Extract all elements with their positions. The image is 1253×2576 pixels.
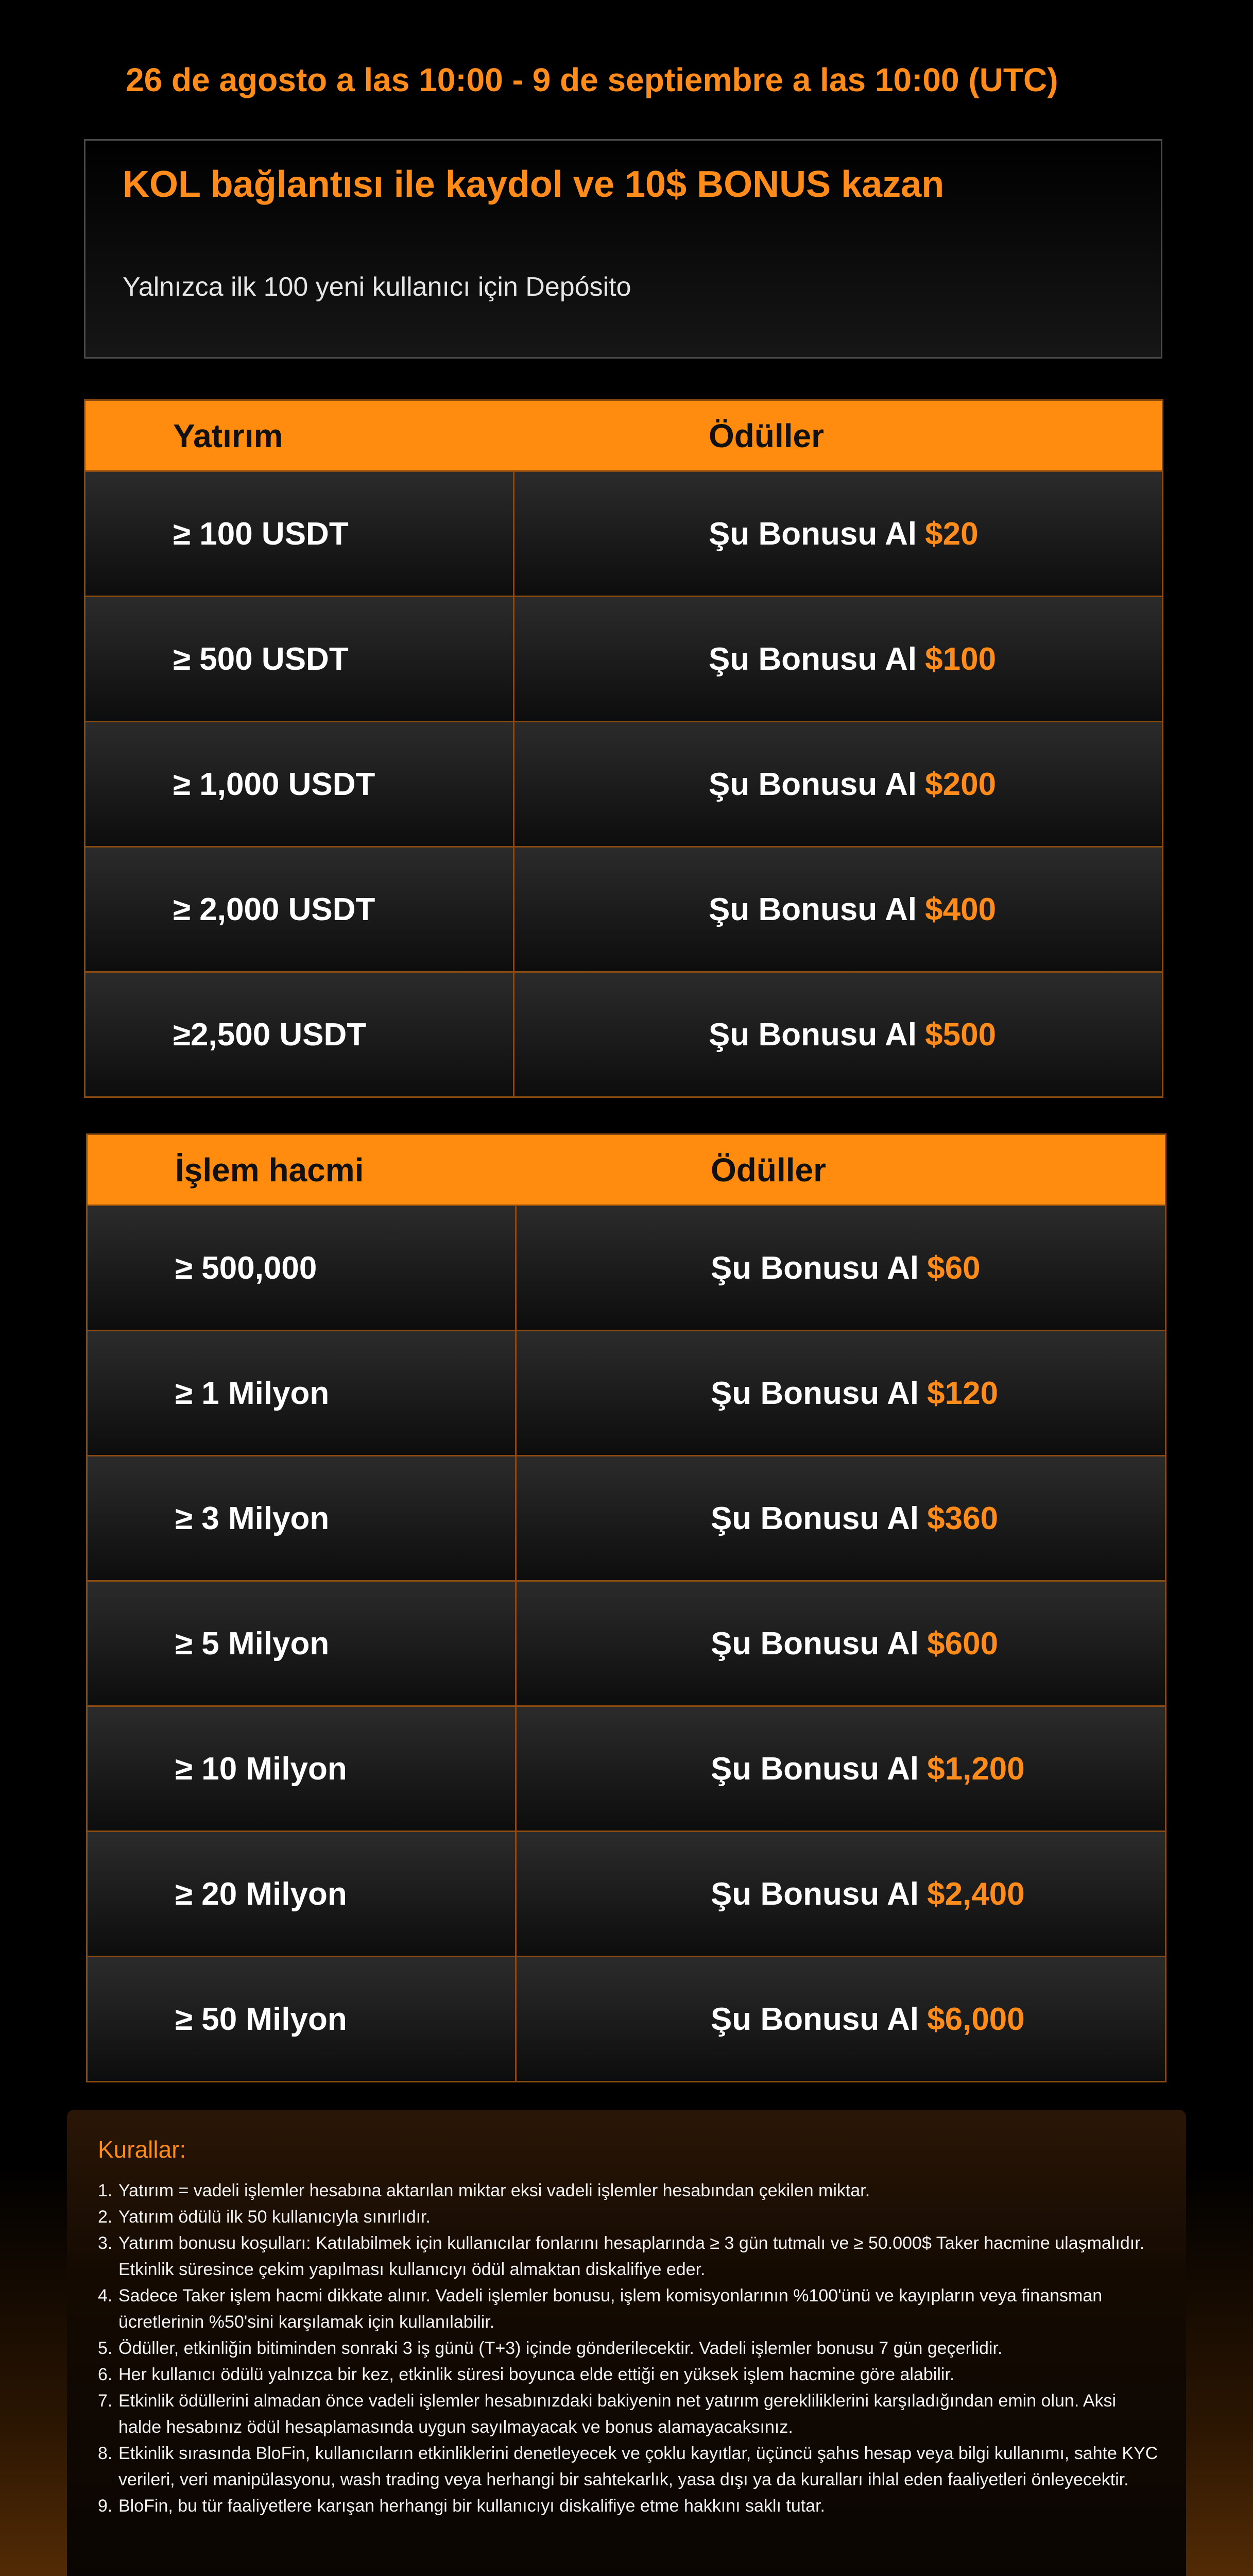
promo-title: KOL bağlantısı ile kaydol ve 10$ BONUS kazan — [123, 164, 945, 205]
reward-label: Şu Bonusu Al — [711, 2001, 919, 2037]
threshold-cell: ≥ 20 Milyon — [175, 1876, 347, 1912]
reward-cell — [711, 1582, 998, 1705]
reward-label: Şu Bonusu Al — [711, 1375, 919, 1411]
reward-label: Şu Bonusu Al — [709, 641, 917, 677]
table-row — [85, 846, 1162, 971]
reward-cell — [711, 1957, 1025, 2081]
reward-label: Şu Bonusu Al — [709, 891, 917, 927]
threshold-cell: ≥ 10 Milyon — [175, 1751, 347, 1787]
reward-label: Şu Bonusu Al — [711, 1250, 919, 1286]
header-rewards: Ödüller — [709, 417, 825, 454]
reward-amount: $400 — [925, 891, 997, 927]
rule-text: Etkinlik sırasında BloFin, kullanıcıların etkinliklerini denetleyecek ve çoklu kayıtlar, üçüncü şahıs hesap veya bilgi kullanımı, sahte KYC verileri, veri manipülasyonu, wash trading veya herhangi bir sahtekarlık, yasa dışı ya da kuralları ihlal eden faaliyetleri önleyecektir. — [118, 2444, 1158, 2489]
rules-title: Kurallar: — [98, 2136, 186, 2163]
reward-amount: $500 — [925, 1016, 997, 1053]
table-row — [88, 1956, 1165, 2081]
table-row — [88, 1205, 1165, 1330]
table-row — [85, 470, 1162, 596]
reward-cell — [709, 722, 996, 846]
table-row — [88, 1455, 1165, 1580]
rule-item — [98, 2493, 1159, 2519]
table-row — [85, 721, 1162, 846]
deposit-reward-table — [84, 399, 1163, 1098]
column-divider — [515, 1331, 517, 1455]
rule-item — [98, 2283, 1159, 2335]
table-row — [88, 1330, 1165, 1455]
reward-cell — [711, 1331, 998, 1455]
reward-amount: $200 — [925, 766, 997, 802]
table-row — [88, 1705, 1165, 1831]
reward-amount: $600 — [927, 1625, 999, 1662]
promo-banner — [84, 139, 1162, 359]
rule-number: 9. — [98, 2496, 113, 2516]
rule-item — [98, 2362, 1159, 2388]
threshold-cell: ≥ 100 USDT — [173, 516, 349, 552]
threshold-cell: ≥ 1 Milyon — [175, 1375, 330, 1411]
reward-label: Şu Bonusu Al — [711, 1876, 919, 1912]
column-divider — [515, 1832, 517, 1956]
table-row — [85, 596, 1162, 721]
column-divider — [515, 1957, 517, 2081]
rule-number: 2. — [98, 2207, 113, 2227]
rule-text: BloFin, bu tür faaliyetlere karışan herhangi bir kullanıcıyı diskalifiye etme hakkını saklı tutar. — [118, 2496, 825, 2516]
rule-number: 7. — [98, 2391, 113, 2411]
header-trade-volume: İşlem hacmi — [175, 1151, 364, 1189]
table-header — [88, 1135, 1165, 1205]
table-row — [85, 971, 1162, 1096]
threshold-cell: ≥ 2,000 USDT — [173, 891, 375, 927]
reward-label: Şu Bonusu Al — [709, 516, 917, 552]
column-divider — [513, 722, 514, 846]
rule-number: 4. — [98, 2286, 113, 2306]
reward-cell — [711, 1456, 998, 1580]
reward-label: Şu Bonusu Al — [711, 1500, 919, 1536]
reward-amount: $120 — [927, 1375, 999, 1411]
rule-item — [98, 2178, 1159, 2204]
rule-text: Sadece Taker işlem hacmi dikkate alınır. Vadeli işlemler bonusu, işlem komisyonlarının %100'ünü ve kayıpların veya finansman ücretlerinin %50'sini karşılamak için kullanılabilir. — [118, 2286, 1103, 2332]
rule-number: 3. — [98, 2233, 113, 2253]
threshold-cell: ≥ 500,000 — [175, 1250, 317, 1286]
table-row — [88, 1580, 1165, 1705]
reward-amount: $100 — [925, 641, 997, 677]
reward-label: Şu Bonusu Al — [711, 1625, 919, 1662]
table-header — [85, 401, 1162, 470]
column-divider — [513, 848, 514, 971]
rule-item — [98, 2204, 1159, 2230]
header-deposit: Yatırım — [173, 417, 283, 454]
rule-text: Yatırım = vadeli işlemler hesabına aktarılan miktar eksi vadeli işlemler hesabından çekilen miktar. — [118, 2181, 870, 2200]
reward-amount: $60 — [927, 1250, 981, 1286]
rule-item — [98, 2230, 1159, 2283]
reward-cell — [711, 1707, 1025, 1831]
rule-item — [98, 2335, 1159, 2362]
column-divider — [513, 597, 514, 721]
reward-cell — [709, 472, 979, 596]
header-rewards: Ödüller — [711, 1151, 827, 1189]
rule-number: 6. — [98, 2365, 113, 2384]
reward-cell — [709, 597, 996, 721]
rule-text: Etkinlik ödüllerini almadan önce vadeli işlemler hesabınızdaki bakiyenin net yatırım gerekliliklerini karşıladığından emin olun. Aksi halde hesabınız ödül hesaplamasında uygun sayılmayacak ve bonus alamayacaksınız. — [118, 2391, 1117, 2437]
reward-amount: $2,400 — [927, 1876, 1025, 1912]
reward-amount: $1,200 — [927, 1751, 1025, 1787]
column-divider — [513, 472, 514, 596]
volume-reward-table — [86, 1133, 1166, 2082]
reward-cell — [709, 848, 996, 971]
rules-list — [98, 2178, 1159, 2519]
rule-text: Yatırım ödülü ilk 50 kullanıcıyla sınırlıdır. — [118, 2207, 431, 2227]
threshold-cell: ≥2,500 USDT — [173, 1016, 367, 1053]
table-row — [88, 1831, 1165, 1956]
rule-text: Yatırım bonusu koşulları: Katılabilmek için kullanıcılar fonlarını hesaplarında ≥ 3 gün tutmalı ve ≥ 50.000$ Taker hacmine ulaşmalıdır. Etkinlik süresince çekim yapılması kullanıcıyı ödül almaktan diskalifiye eder. — [118, 2233, 1145, 2279]
reward-label: Şu Bonusu Al — [711, 1751, 919, 1787]
column-divider — [515, 1206, 517, 1330]
rule-text: Her kullanıcı ödülü yalnızca bir kez, etkinlik süresi boyunca elde ettiği en yüksek işlem hacmine göre alabilir. — [118, 2365, 955, 2384]
column-divider — [515, 1456, 517, 1580]
threshold-cell: ≥ 500 USDT — [173, 641, 349, 677]
threshold-cell: ≥ 1,000 USDT — [173, 766, 375, 802]
threshold-cell: ≥ 3 Milyon — [175, 1500, 330, 1536]
column-divider — [515, 1707, 517, 1831]
rule-item — [98, 2388, 1159, 2441]
reward-cell — [711, 1832, 1025, 1956]
threshold-cell: ≥ 5 Milyon — [175, 1625, 330, 1662]
rule-item — [98, 2441, 1159, 2493]
rules-panel — [67, 2110, 1186, 2576]
threshold-cell: ≥ 50 Milyon — [175, 2001, 347, 2037]
reward-label: Şu Bonusu Al — [709, 1016, 917, 1053]
column-divider — [513, 973, 514, 1096]
reward-cell — [709, 973, 996, 1096]
reward-amount: $20 — [925, 516, 979, 552]
rule-number: 8. — [98, 2444, 113, 2463]
reward-cell — [711, 1206, 981, 1330]
column-divider — [515, 1582, 517, 1705]
rule-text: Ödüller, etkinliğin bitiminden sonraki 3 iş günü (T+3) içinde gönderilecektir. Vadeli işlemler bonusu 7 gün geçerlidir. — [118, 2338, 1003, 2358]
reward-amount: $360 — [927, 1500, 999, 1536]
reward-amount: $6,000 — [927, 2001, 1025, 2037]
rule-number: 1. — [98, 2181, 113, 2200]
reward-label: Şu Bonusu Al — [709, 766, 917, 802]
rule-number: 5. — [98, 2338, 113, 2358]
promo-subtitle: Yalnızca ilk 100 yeni kullanıcı için Depósito — [123, 272, 631, 302]
event-period: 26 de agosto a las 10:00 - 9 de septiembre a las 10:00 (UTC) — [126, 61, 1058, 98]
